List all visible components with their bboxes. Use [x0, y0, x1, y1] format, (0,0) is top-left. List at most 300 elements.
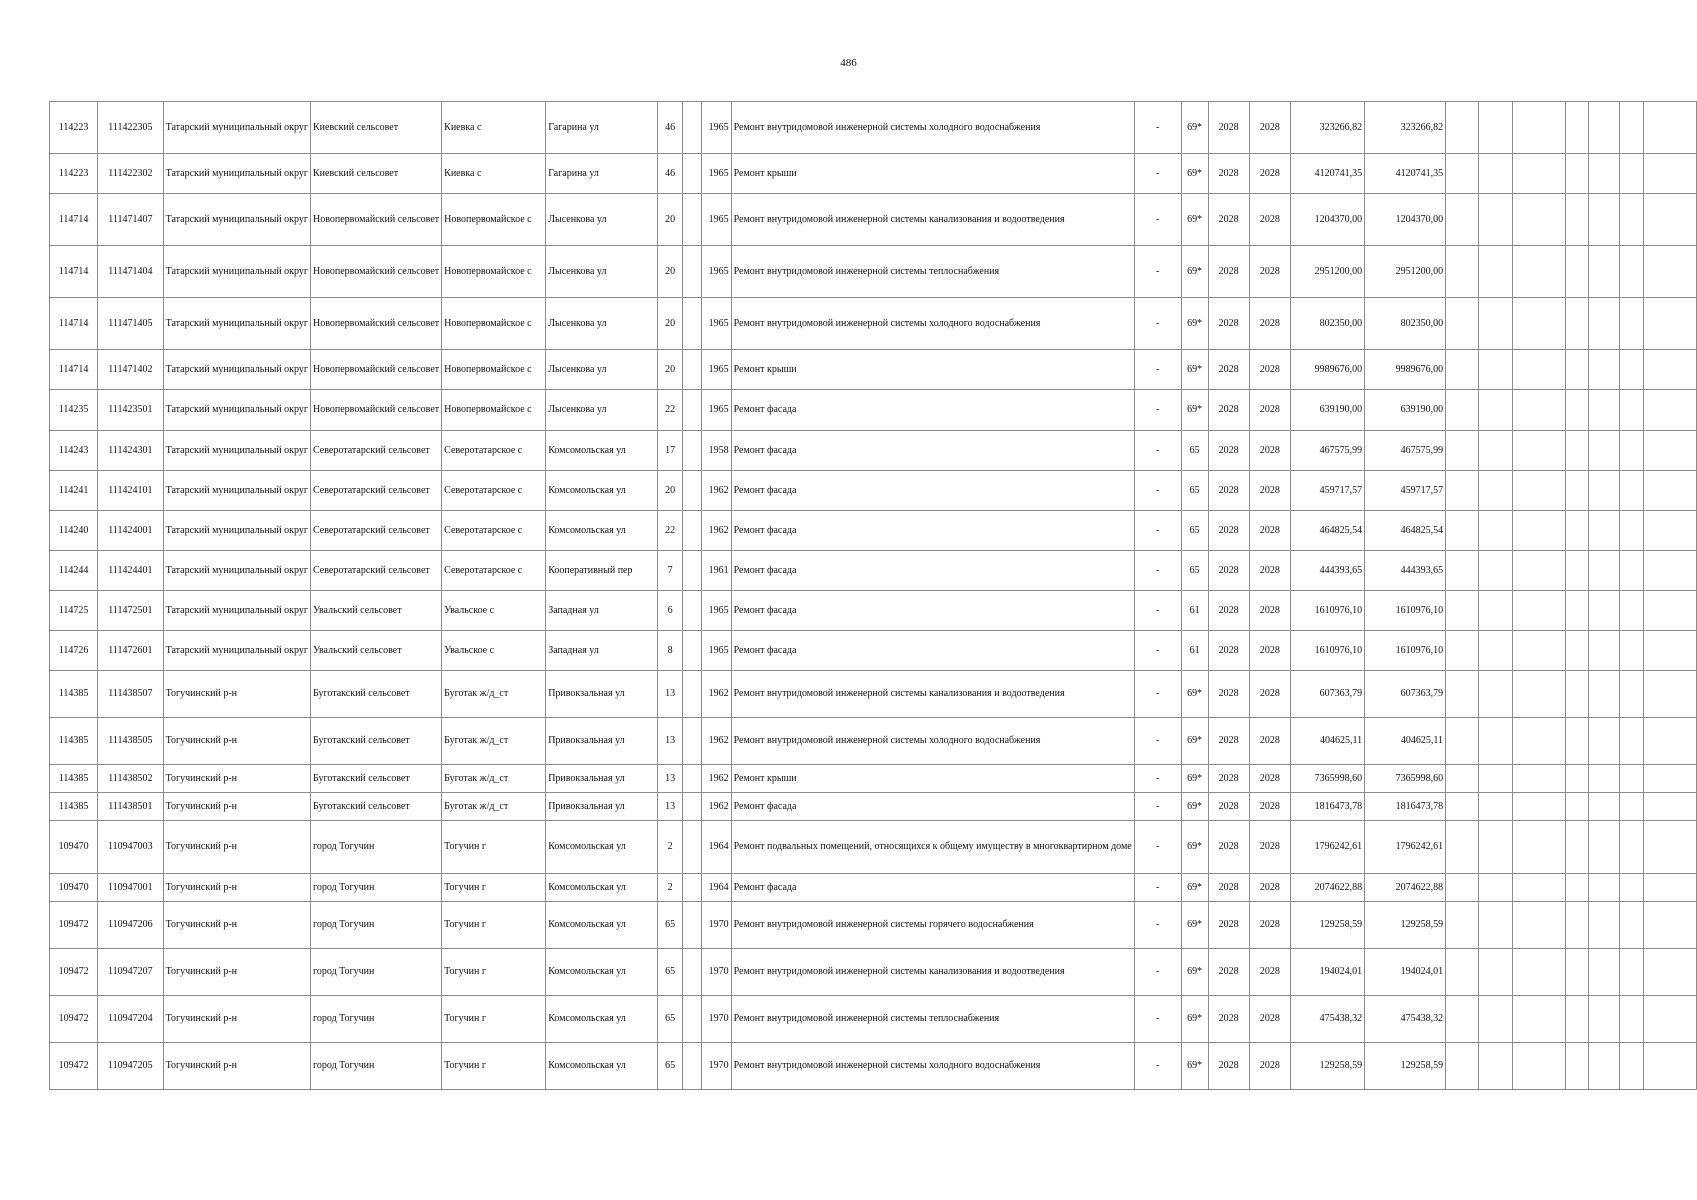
cell-plan-year-start: 2028 — [1208, 1043, 1249, 1090]
cell-building — [683, 154, 702, 194]
cell-street: Комсомольская ул — [546, 511, 658, 551]
cell-plan-year-end: 2028 — [1249, 551, 1290, 591]
cell-dash-cell: - — [1134, 874, 1181, 902]
cell-municipality: Тогучинский р-н — [163, 1043, 310, 1090]
cell-plan-year-end: 2028 — [1249, 390, 1290, 431]
cell-record-id: 111424101 — [98, 471, 164, 511]
cell-house-number: 13 — [657, 765, 683, 793]
cell-dash-cell: - — [1134, 949, 1181, 996]
cell-cost-total: 194024,01 — [1365, 949, 1446, 996]
cell-settlement: Новопервомайский сельсовет — [311, 246, 442, 298]
table-row — [50, 793, 1697, 821]
empty-cell — [1644, 431, 1697, 471]
cell-work-type: Ремонт фасада — [731, 631, 1134, 671]
cell-house-id: 114223 — [50, 102, 98, 154]
cell-work-type: Ремонт внутридомовой инженерной системы канализования и водоотведения — [731, 671, 1134, 718]
cell-building — [683, 996, 702, 1043]
cell-dash-cell: - — [1134, 194, 1181, 246]
cell-year-built: 1970 — [702, 996, 731, 1043]
empty-cell — [1619, 471, 1643, 511]
cell-street: Кооперативный пер — [546, 551, 658, 591]
empty-cell — [1589, 765, 1620, 793]
cell-wear: 69* — [1181, 821, 1208, 874]
cell-plan-year-start: 2028 — [1208, 431, 1249, 471]
cell-dash-cell: - — [1134, 765, 1181, 793]
empty-cell — [1446, 431, 1479, 471]
cell-plan-year-start: 2028 — [1208, 874, 1249, 902]
empty-cell — [1512, 902, 1565, 949]
table-row — [50, 765, 1697, 793]
cell-wear: 65 — [1181, 551, 1208, 591]
empty-cell — [1512, 298, 1565, 350]
empty-cell — [1589, 390, 1620, 431]
table-body — [50, 102, 1697, 1090]
table-row — [50, 591, 1697, 631]
empty-cell — [1644, 390, 1697, 431]
cell-municipality: Татарский муниципальный округ — [163, 246, 310, 298]
empty-cell — [1589, 821, 1620, 874]
empty-cell — [1565, 298, 1589, 350]
empty-cell — [1512, 949, 1565, 996]
cell-cost: 1204370,00 — [1291, 194, 1365, 246]
empty-cell — [1619, 591, 1643, 631]
cell-year-built: 1965 — [702, 390, 731, 431]
cell-cost: 444393,65 — [1291, 551, 1365, 591]
cell-house-number: 13 — [657, 718, 683, 765]
empty-cell — [1565, 350, 1589, 390]
cell-wear: 69* — [1181, 350, 1208, 390]
cell-wear: 69* — [1181, 671, 1208, 718]
cell-house-id: 114714 — [50, 350, 98, 390]
empty-cell — [1446, 390, 1479, 431]
cell-plan-year-end: 2028 — [1249, 949, 1290, 996]
cell-record-id: 110947207 — [98, 949, 164, 996]
empty-cell — [1565, 246, 1589, 298]
cell-settlement: город Тогучин — [311, 902, 442, 949]
cell-plan-year-end: 2028 — [1249, 102, 1290, 154]
cell-house-id: 114714 — [50, 194, 98, 246]
cell-work-type: Ремонт крыши — [731, 154, 1134, 194]
cell-municipality: Тогучинский р-н — [163, 949, 310, 996]
empty-cell — [1644, 154, 1697, 194]
cell-house-number: 20 — [657, 298, 683, 350]
cell-settlement: Северотатарский сельсовет — [311, 511, 442, 551]
cell-locality: Северотатарское с — [442, 431, 546, 471]
empty-cell — [1589, 718, 1620, 765]
cell-settlement: город Тогучин — [311, 1043, 442, 1090]
empty-cell — [1512, 350, 1565, 390]
empty-cell — [1479, 102, 1513, 154]
cell-plan-year-end: 2028 — [1249, 718, 1290, 765]
empty-cell — [1644, 821, 1697, 874]
cell-plan-year-end: 2028 — [1249, 793, 1290, 821]
empty-cell — [1446, 511, 1479, 551]
cell-year-built: 1970 — [702, 1043, 731, 1090]
empty-cell — [1589, 591, 1620, 631]
cell-work-type: Ремонт внутридомовой инженерной системы теплоснабжения — [731, 246, 1134, 298]
empty-cell — [1589, 902, 1620, 949]
table-row — [50, 154, 1697, 194]
cell-municipality: Татарский муниципальный округ — [163, 431, 310, 471]
cell-locality: Буготак ж/д_ст — [442, 765, 546, 793]
cell-street: Комсомольская ул — [546, 874, 658, 902]
cell-building — [683, 821, 702, 874]
cell-municipality: Татарский муниципальный округ — [163, 631, 310, 671]
empty-cell — [1479, 390, 1513, 431]
cell-municipality: Татарский муниципальный округ — [163, 350, 310, 390]
cell-dash-cell: - — [1134, 591, 1181, 631]
cell-dash-cell: - — [1134, 671, 1181, 718]
cell-year-built: 1961 — [702, 551, 731, 591]
cell-building — [683, 765, 702, 793]
cell-locality: Тогучин г — [442, 821, 546, 874]
cell-house-id: 114385 — [50, 671, 98, 718]
cell-plan-year-start: 2028 — [1208, 793, 1249, 821]
cell-record-id: 111438502 — [98, 765, 164, 793]
empty-cell — [1479, 298, 1513, 350]
cell-wear: 69* — [1181, 949, 1208, 996]
cell-house-number: 65 — [657, 996, 683, 1043]
cell-wear: 69* — [1181, 765, 1208, 793]
empty-cell — [1565, 194, 1589, 246]
cell-street: Привокзальная ул — [546, 793, 658, 821]
cell-work-type: Ремонт внутридомовой инженерной системы канализования и водоотведения — [731, 949, 1134, 996]
table-row — [50, 902, 1697, 949]
cell-wear: 69* — [1181, 793, 1208, 821]
cell-record-id: 110947205 — [98, 1043, 164, 1090]
cell-house-number: 20 — [657, 246, 683, 298]
empty-cell — [1446, 591, 1479, 631]
cell-house-number: 65 — [657, 902, 683, 949]
table-row — [50, 431, 1697, 471]
empty-cell — [1446, 350, 1479, 390]
cell-work-type: Ремонт подвальных помещений, относящихся к общему имуществу в многоквартирном доме — [731, 821, 1134, 874]
cell-record-id: 110947206 — [98, 902, 164, 949]
cell-house-number: 65 — [657, 1043, 683, 1090]
cell-locality: Буготак ж/д_ст — [442, 671, 546, 718]
cell-street: Лысенкова ул — [546, 390, 658, 431]
cell-settlement: город Тогучин — [311, 996, 442, 1043]
empty-cell — [1644, 591, 1697, 631]
cell-plan-year-end: 2028 — [1249, 1043, 1290, 1090]
cell-street: Лысенкова ул — [546, 350, 658, 390]
cell-municipality: Тогучинский р-н — [163, 821, 310, 874]
cell-record-id: 111424301 — [98, 431, 164, 471]
empty-cell — [1619, 431, 1643, 471]
cell-record-id: 111423501 — [98, 390, 164, 431]
cell-street: Комсомольская ул — [546, 821, 658, 874]
cell-municipality: Тогучинский р-н — [163, 793, 310, 821]
cell-locality: Северотатарское с — [442, 511, 546, 551]
cell-cost: 129258,59 — [1291, 902, 1365, 949]
cell-cost-total: 464825,54 — [1365, 511, 1446, 551]
cell-record-id: 111422302 — [98, 154, 164, 194]
cell-work-type: Ремонт внутридомовой инженерной системы горячего водоснабжения — [731, 902, 1134, 949]
cell-record-id: 111471407 — [98, 194, 164, 246]
empty-cell — [1644, 631, 1697, 671]
cell-dash-cell: - — [1134, 298, 1181, 350]
cell-settlement: Увальский сельсовет — [311, 631, 442, 671]
empty-cell — [1512, 996, 1565, 1043]
cell-record-id: 110947003 — [98, 821, 164, 874]
cell-wear: 69* — [1181, 718, 1208, 765]
cell-dash-cell: - — [1134, 551, 1181, 591]
empty-cell — [1565, 765, 1589, 793]
cell-year-built: 1965 — [702, 298, 731, 350]
empty-cell — [1479, 1043, 1513, 1090]
empty-cell — [1446, 902, 1479, 949]
table-row — [50, 551, 1697, 591]
empty-cell — [1589, 631, 1620, 671]
cell-settlement: Новопервомайский сельсовет — [311, 194, 442, 246]
empty-cell — [1479, 631, 1513, 671]
table-row — [50, 102, 1697, 154]
empty-cell — [1446, 765, 1479, 793]
cell-house-number: 46 — [657, 102, 683, 154]
cell-locality: Новопервомайское с — [442, 298, 546, 350]
empty-cell — [1446, 551, 1479, 591]
cell-building — [683, 551, 702, 591]
empty-cell — [1619, 874, 1643, 902]
cell-cost-total: 9989676,00 — [1365, 350, 1446, 390]
cell-locality: Новопервомайское с — [442, 350, 546, 390]
empty-cell — [1512, 671, 1565, 718]
empty-cell — [1644, 194, 1697, 246]
cell-plan-year-end: 2028 — [1249, 511, 1290, 551]
cell-plan-year-start: 2028 — [1208, 765, 1249, 793]
empty-cell — [1446, 471, 1479, 511]
cell-house-id: 114241 — [50, 471, 98, 511]
cell-building — [683, 102, 702, 154]
empty-cell — [1446, 671, 1479, 718]
cell-year-built: 1965 — [702, 154, 731, 194]
empty-cell — [1644, 1043, 1697, 1090]
empty-cell — [1479, 996, 1513, 1043]
empty-cell — [1446, 949, 1479, 996]
cell-cost-total: 639190,00 — [1365, 390, 1446, 431]
cell-house-number: 2 — [657, 821, 683, 874]
cell-record-id: 111438505 — [98, 718, 164, 765]
cell-year-built: 1962 — [702, 471, 731, 511]
cell-wear: 69* — [1181, 390, 1208, 431]
cell-locality: Тогучин г — [442, 949, 546, 996]
cell-year-built: 1962 — [702, 718, 731, 765]
cell-settlement: Новопервомайский сельсовет — [311, 350, 442, 390]
empty-cell — [1589, 298, 1620, 350]
cell-building — [683, 949, 702, 996]
cell-plan-year-start: 2028 — [1208, 996, 1249, 1043]
cell-wear: 69* — [1181, 298, 1208, 350]
cell-year-built: 1962 — [702, 765, 731, 793]
table-row — [50, 996, 1697, 1043]
empty-cell — [1479, 350, 1513, 390]
table-row — [50, 471, 1697, 511]
cell-building — [683, 1043, 702, 1090]
cell-wear: 69* — [1181, 154, 1208, 194]
cell-building — [683, 246, 702, 298]
cell-house-number: 13 — [657, 671, 683, 718]
cell-cost-total: 444393,65 — [1365, 551, 1446, 591]
empty-cell — [1512, 821, 1565, 874]
cell-plan-year-start: 2028 — [1208, 246, 1249, 298]
empty-cell — [1565, 718, 1589, 765]
cell-wear: 69* — [1181, 996, 1208, 1043]
empty-cell — [1644, 765, 1697, 793]
cell-house-number: 17 — [657, 431, 683, 471]
cell-building — [683, 431, 702, 471]
empty-cell — [1479, 551, 1513, 591]
empty-cell — [1479, 793, 1513, 821]
cell-plan-year-start: 2028 — [1208, 471, 1249, 511]
cell-record-id: 111471405 — [98, 298, 164, 350]
cell-cost: 1796242,61 — [1291, 821, 1365, 874]
page-number: 486 — [840, 57, 857, 69]
cell-cost-total: 802350,00 — [1365, 298, 1446, 350]
cell-settlement: Буготакский сельсовет — [311, 765, 442, 793]
empty-cell — [1479, 154, 1513, 194]
cell-plan-year-end: 2028 — [1249, 591, 1290, 631]
cell-settlement: Киевский сельсовет — [311, 154, 442, 194]
cell-cost-total: 475438,32 — [1365, 996, 1446, 1043]
cell-building — [683, 793, 702, 821]
empty-cell — [1565, 821, 1589, 874]
empty-cell — [1512, 1043, 1565, 1090]
empty-cell — [1589, 246, 1620, 298]
cell-work-type: Ремонт фасада — [731, 431, 1134, 471]
cell-street: Привокзальная ул — [546, 765, 658, 793]
table-row — [50, 631, 1697, 671]
cell-settlement: Буготакский сельсовет — [311, 718, 442, 765]
empty-cell — [1446, 996, 1479, 1043]
empty-cell — [1644, 902, 1697, 949]
cell-settlement: Северотатарский сельсовет — [311, 471, 442, 511]
cell-municipality: Татарский муниципальный округ — [163, 511, 310, 551]
empty-cell — [1446, 793, 1479, 821]
empty-cell — [1589, 431, 1620, 471]
empty-cell — [1644, 949, 1697, 996]
cell-house-id: 109472 — [50, 996, 98, 1043]
cell-cost: 404625,11 — [1291, 718, 1365, 765]
cell-street: Привокзальная ул — [546, 718, 658, 765]
cell-municipality: Тогучинский р-н — [163, 902, 310, 949]
cell-cost-total: 404625,11 — [1365, 718, 1446, 765]
cell-year-built: 1965 — [702, 194, 731, 246]
empty-cell — [1512, 471, 1565, 511]
cell-plan-year-start: 2028 — [1208, 821, 1249, 874]
empty-cell — [1479, 718, 1513, 765]
cell-plan-year-end: 2028 — [1249, 996, 1290, 1043]
empty-cell — [1589, 874, 1620, 902]
cell-year-built: 1958 — [702, 431, 731, 471]
empty-cell — [1589, 551, 1620, 591]
cell-cost: 467575,99 — [1291, 431, 1365, 471]
empty-cell — [1565, 102, 1589, 154]
cell-plan-year-start: 2028 — [1208, 671, 1249, 718]
cell-cost-total: 607363,79 — [1365, 671, 1446, 718]
empty-cell — [1619, 793, 1643, 821]
empty-cell — [1644, 298, 1697, 350]
cell-year-built: 1965 — [702, 631, 731, 671]
empty-cell — [1589, 102, 1620, 154]
empty-cell — [1446, 154, 1479, 194]
empty-cell — [1644, 471, 1697, 511]
cell-record-id: 111472501 — [98, 591, 164, 631]
cell-house-number: 20 — [657, 194, 683, 246]
cell-record-id: 110947204 — [98, 996, 164, 1043]
cell-street: Привокзальная ул — [546, 671, 658, 718]
cell-municipality: Татарский муниципальный округ — [163, 390, 310, 431]
cell-house-id: 114243 — [50, 431, 98, 471]
cell-municipality: Татарский муниципальный округ — [163, 551, 310, 591]
empty-cell — [1512, 793, 1565, 821]
cell-year-built: 1962 — [702, 793, 731, 821]
cell-record-id: 111424001 — [98, 511, 164, 551]
empty-cell — [1565, 671, 1589, 718]
empty-cell — [1565, 1043, 1589, 1090]
cell-house-id: 114726 — [50, 631, 98, 671]
cell-plan-year-start: 2028 — [1208, 154, 1249, 194]
empty-cell — [1589, 194, 1620, 246]
cell-plan-year-start: 2028 — [1208, 194, 1249, 246]
cell-year-built: 1962 — [702, 511, 731, 551]
cell-house-id: 114235 — [50, 390, 98, 431]
empty-cell — [1446, 194, 1479, 246]
empty-cell — [1512, 511, 1565, 551]
cell-locality: Новопервомайское с — [442, 246, 546, 298]
cell-wear: 61 — [1181, 591, 1208, 631]
cell-locality: Тогучин г — [442, 902, 546, 949]
cell-dash-cell: - — [1134, 718, 1181, 765]
empty-cell — [1619, 350, 1643, 390]
empty-cell — [1512, 874, 1565, 902]
cell-street: Комсомольская ул — [546, 996, 658, 1043]
cell-settlement: город Тогучин — [311, 949, 442, 996]
cell-wear: 69* — [1181, 1043, 1208, 1090]
cell-cost: 7365998,60 — [1291, 765, 1365, 793]
cell-municipality: Татарский муниципальный округ — [163, 102, 310, 154]
empty-cell — [1512, 551, 1565, 591]
cell-record-id: 111422305 — [98, 102, 164, 154]
cell-locality: Новопервомайское с — [442, 194, 546, 246]
empty-cell — [1512, 718, 1565, 765]
cell-locality: Северотатарское с — [442, 471, 546, 511]
empty-cell — [1644, 511, 1697, 551]
cell-work-type: Ремонт внутридомовой инженерной системы холодного водоснабжения — [731, 298, 1134, 350]
cell-cost: 1610976,10 — [1291, 591, 1365, 631]
cell-house-number: 2 — [657, 874, 683, 902]
cell-work-type: Ремонт внутридомовой инженерной системы холодного водоснабжения — [731, 102, 1134, 154]
cell-plan-year-end: 2028 — [1249, 631, 1290, 671]
cell-plan-year-end: 2028 — [1249, 671, 1290, 718]
empty-cell — [1479, 821, 1513, 874]
cell-dash-cell: - — [1134, 1043, 1181, 1090]
cell-plan-year-end: 2028 — [1249, 765, 1290, 793]
cell-building — [683, 390, 702, 431]
empty-cell — [1565, 591, 1589, 631]
cell-settlement: Новопервомайский сельсовет — [311, 390, 442, 431]
cell-settlement: город Тогучин — [311, 874, 442, 902]
cell-settlement: Буготакский сельсовет — [311, 671, 442, 718]
cell-house-id: 114385 — [50, 718, 98, 765]
cell-cost-total: 1816473,78 — [1365, 793, 1446, 821]
empty-cell — [1446, 246, 1479, 298]
cell-house-id: 109470 — [50, 874, 98, 902]
cell-year-built: 1965 — [702, 591, 731, 631]
cell-building — [683, 631, 702, 671]
table-row — [50, 718, 1697, 765]
cell-cost-total: 1610976,10 — [1365, 631, 1446, 671]
empty-cell — [1512, 390, 1565, 431]
